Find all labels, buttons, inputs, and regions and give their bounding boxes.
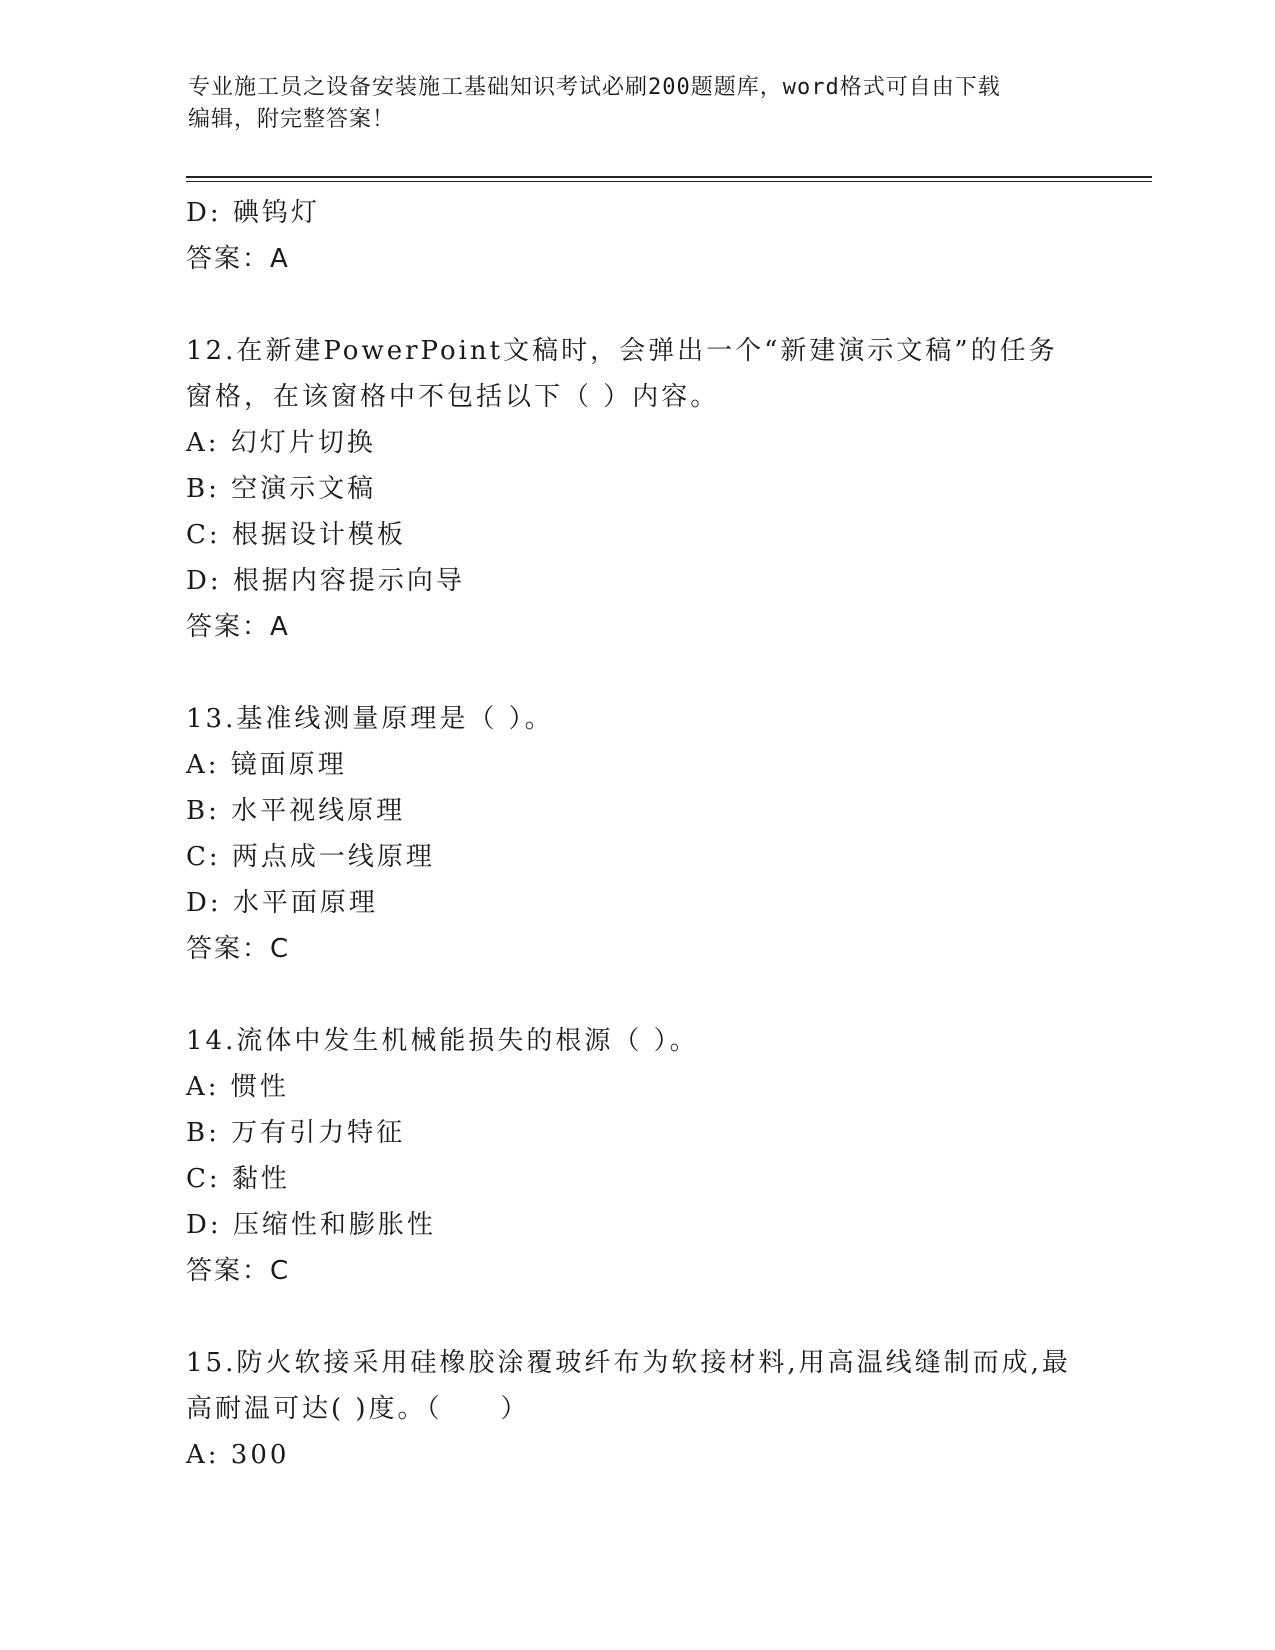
option-a: A: 惯性 <box>186 1072 289 1102</box>
option-c: C: 两点成一线原理 <box>186 842 435 872</box>
spacer <box>186 1294 1126 1340</box>
option-a: A: 300 <box>186 1440 290 1470</box>
question-stem-line2: 高耐温可达( )度。（ ） <box>186 1394 530 1424</box>
question-stem-line2: 窗格，在该窗格中不包括以下（ ）内容。 <box>186 382 720 412</box>
spacer <box>186 650 1126 696</box>
header-divider-thin <box>186 181 1152 182</box>
question-15 <box>186 1340 1126 1478</box>
option-d: D: 压缩性和膨胀性 <box>186 1210 436 1240</box>
answer: 答案：C <box>186 934 291 964</box>
option-a: A: 镜面原理 <box>186 750 347 780</box>
option-d: D: 根据内容提示向导 <box>186 566 465 596</box>
document-header <box>188 72 1088 136</box>
option-c: C: 黏性 <box>186 1164 290 1194</box>
question-13 <box>186 696 1126 972</box>
question-12 <box>186 328 1126 650</box>
option-d: D: 水平面原理 <box>186 888 378 918</box>
option-c: C: 根据设计模板 <box>186 520 406 550</box>
question-stem-line1: 13.基准线测量原理是（ ）。 <box>186 704 554 734</box>
option-b: B: 空演示文稿 <box>186 474 377 504</box>
answer: 答案：A <box>186 612 290 642</box>
option-b: B: 水平视线原理 <box>186 796 406 826</box>
question-14 <box>186 1018 1126 1294</box>
question-stem-line1: 14.流体中发生机械能损失的根源（ ）。 <box>186 1026 699 1056</box>
spacer <box>186 282 1126 328</box>
header-title-line2: 编辑，附完整答案！ <box>188 107 396 132</box>
prev-option-d: D: 碘钨灯 <box>186 198 320 228</box>
option-b: B: 万有引力特征 <box>186 1118 406 1148</box>
question-stem-line1: 15.防火软接采用硅橡胶涂覆玻纤布为软接材料,用高温线缝制而成,最 <box>186 1348 1071 1378</box>
spacer <box>186 972 1126 1018</box>
question-list <box>186 190 1126 1478</box>
answer: 答案：C <box>186 1256 291 1286</box>
question-stem-line1: 12.在新建PowerPoint文稿时，会弹出一个“新建演示文稿”的任务 <box>186 336 1058 366</box>
header-divider-thick <box>186 176 1152 178</box>
option-a: A: 幻灯片切换 <box>186 428 376 458</box>
header-title-line1: 专业施工员之设备安装施工基础知识考试必刷200题题库，word格式可自由下载 <box>188 75 1001 100</box>
prev-answer: 答案：A <box>186 244 290 274</box>
